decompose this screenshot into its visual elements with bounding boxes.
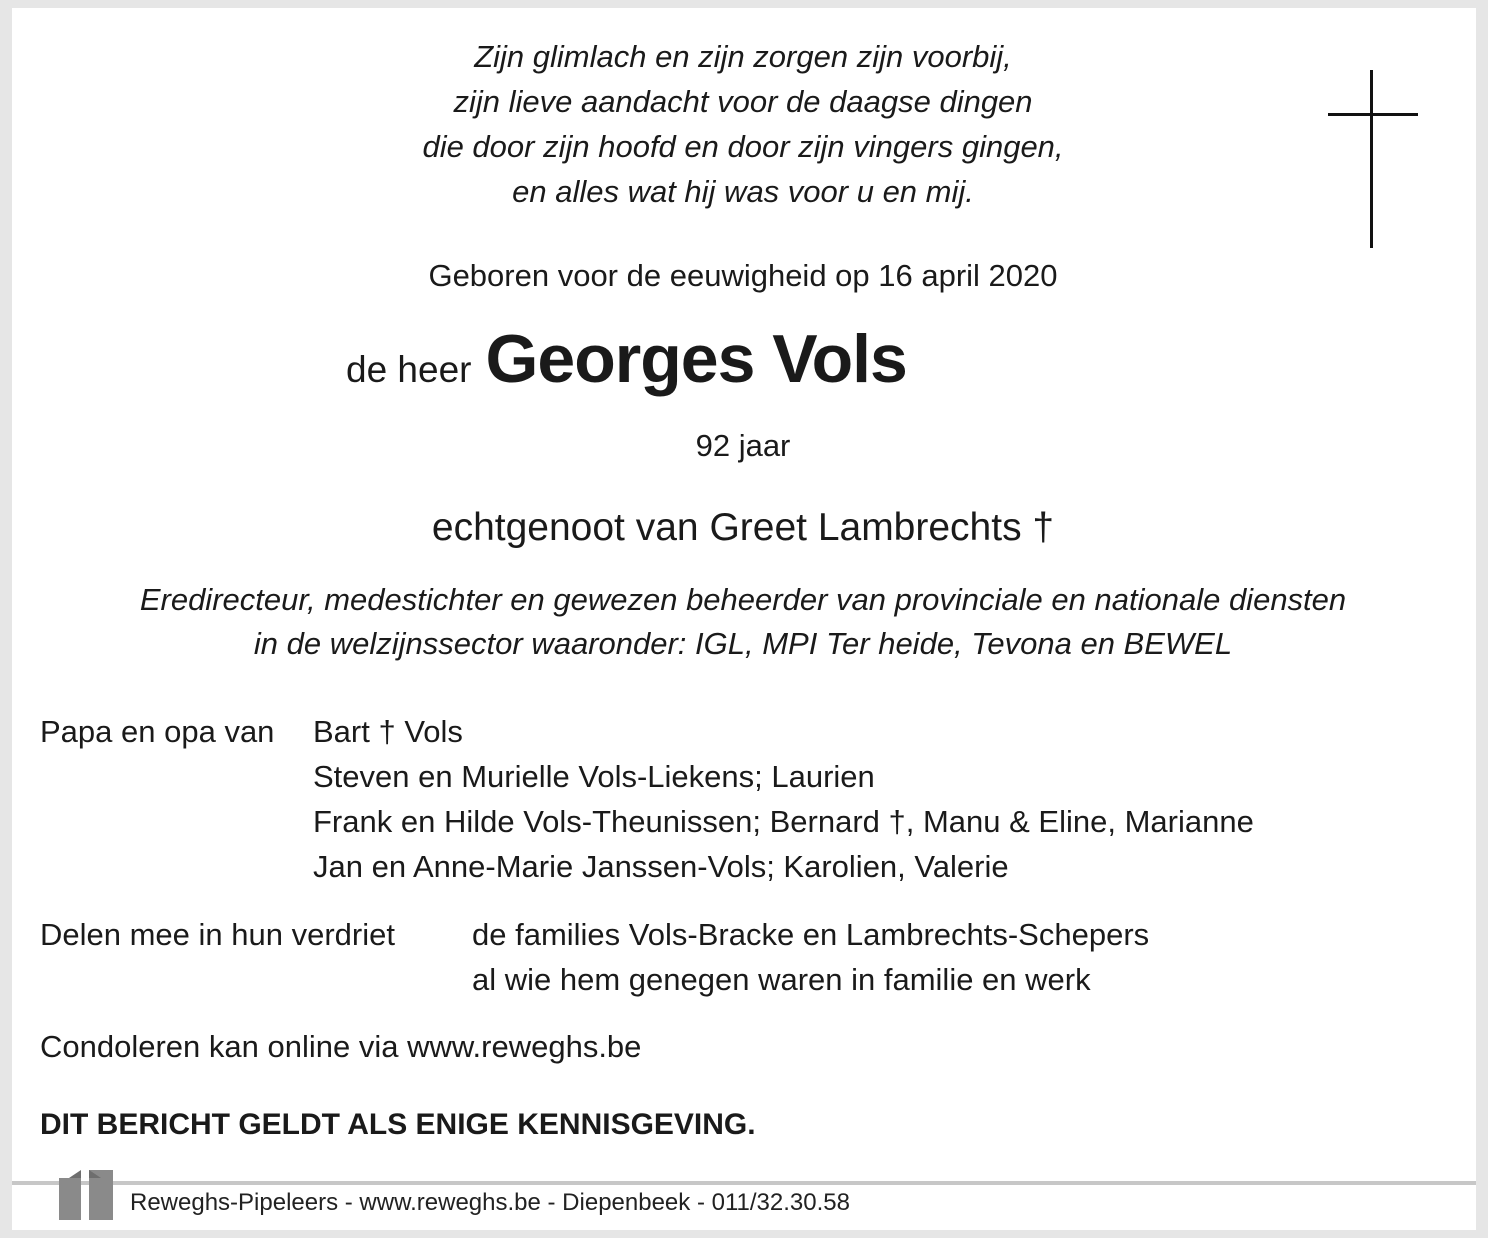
poem-line: en alles wat hij was voor u en mij.	[512, 174, 974, 209]
poem-line: die door zijn hoofd en door zijn vingers gingen,	[422, 129, 1064, 164]
poem-line: zijn lieve aandacht voor de daagse dingen	[453, 84, 1033, 119]
condolence-line: Condoleren kan online via www.reweghs.be	[40, 1029, 642, 1064]
family-member-line: Steven en Murielle Vols-Liekens; Laurien	[313, 759, 875, 794]
family-member-line: Frank en Hilde Vols-Theunissen; Bernard †, Manu & Eline, Marianne	[313, 804, 1254, 839]
poem-line: Zijn glimlach en zijn zorgen zijn voorbij,	[474, 39, 1012, 74]
family-member-line: Jan en Anne-Marie Janssen-Vols; Karolien, Valerie	[313, 849, 1009, 884]
honorific: de heer	[346, 349, 472, 390]
career-line: Eredirecteur, medestichter en gewezen beheerder van provinciale en nationale diensten	[139, 582, 1347, 617]
footer-divider	[12, 1181, 1476, 1185]
poem	[0, 34, 1486, 214]
family-member-line: Bart † Vols	[313, 714, 463, 749]
family-label: Papa en opa van	[40, 714, 275, 749]
career-description	[0, 578, 1486, 666]
mourners-line: al wie hem genegen waren in familie en werk	[472, 962, 1091, 997]
closing-notice: DIT BERICHT GELDT ALS ENIGE KENNISGEVING.	[40, 1108, 756, 1141]
mourners-line: de families Vols-Bracke en Lambrechts-Schepers	[472, 917, 1150, 952]
birth-into-eternity-line: Geboren voor de eeuwigheid op 16 april 2020	[428, 258, 1058, 293]
career-line: in de welzijnssector waaronder: IGL, MPI Ter heide, Tevona en BEWEL	[253, 626, 1233, 661]
funeral-home-logo-icon	[59, 1168, 113, 1220]
deceased-name: Georges Vols	[485, 321, 907, 397]
cross-vertical	[1370, 70, 1373, 248]
cross-horizontal	[1328, 113, 1418, 116]
spouse-line: echtgenoot van Greet Lambrechts †	[431, 506, 1055, 549]
funeral-home-footer: Reweghs-Pipeleers - www.reweghs.be - Diepenbeek - 011/32.30.58	[130, 1189, 850, 1216]
mourners-label: Delen mee in hun verdriet	[40, 917, 395, 952]
deceased-name-line	[346, 320, 907, 398]
age: 92 jaar	[695, 428, 791, 463]
